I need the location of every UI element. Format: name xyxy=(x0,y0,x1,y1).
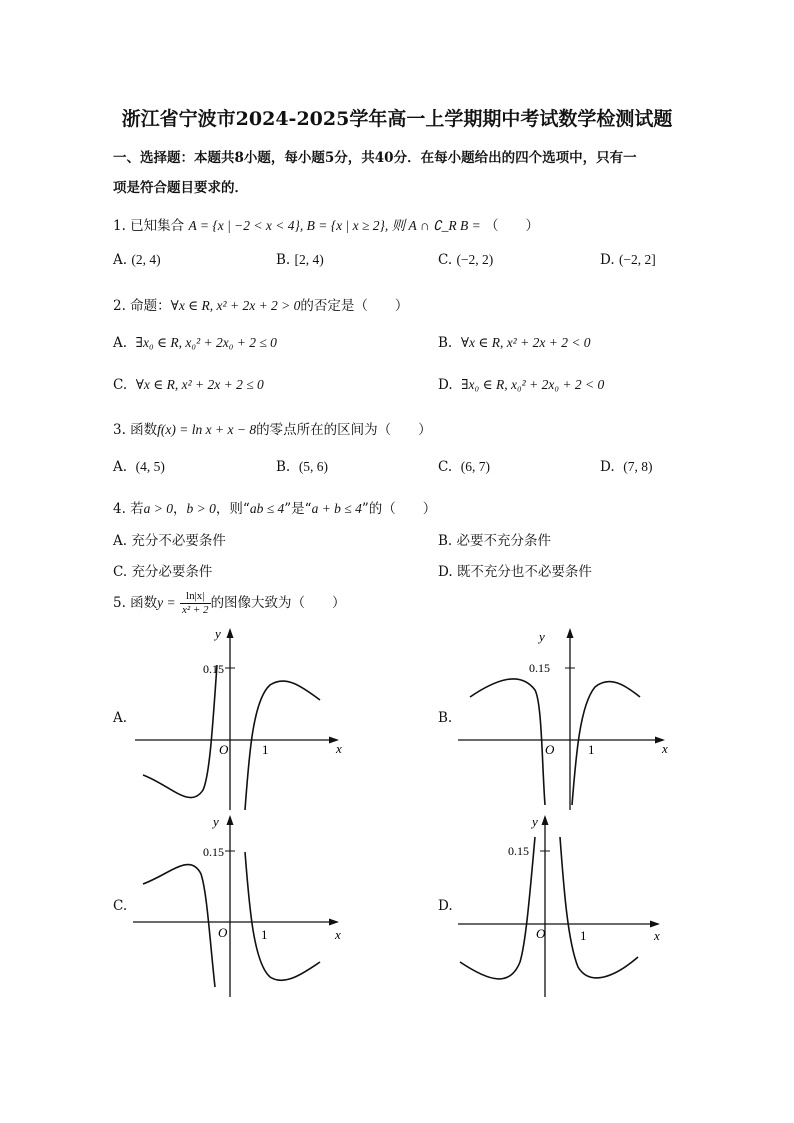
option-letter: B. xyxy=(438,533,453,549)
q1-prefix: 1. 已知集合 xyxy=(113,218,185,234)
origin-label: O xyxy=(219,742,229,757)
option-letter: D. xyxy=(600,252,615,268)
y-axis-arrow xyxy=(227,815,234,825)
curve-right xyxy=(245,681,320,810)
option-text: (−2, 2) xyxy=(456,252,494,267)
tick-label-015: 0.15 xyxy=(508,844,529,858)
q2-option-c[interactable] xyxy=(113,377,264,393)
x-axis-arrow xyxy=(650,921,660,928)
option-text: 充分必要条件 xyxy=(131,564,213,580)
q2-prefix: 2. 命题： xyxy=(113,298,171,314)
q3-math: f(x) = ln x + x − 8 xyxy=(157,422,257,437)
q5-prefix: 5. 函数 xyxy=(113,595,158,611)
q4-math-2: b > 0 xyxy=(186,501,216,516)
curve-right xyxy=(245,852,320,980)
option-text: (7, 8) xyxy=(623,459,653,474)
option-letter: A. xyxy=(113,459,128,475)
tick-label-015: 0.15 xyxy=(203,845,224,859)
q1-math: A = {x | −2 < x < 4}, B = {x | x ≥ 2}, 则 A ∩ ∁_R B = xyxy=(188,218,481,233)
one-label: 1 xyxy=(588,742,595,757)
x-label: x xyxy=(654,928,660,943)
q3-option-c[interactable] xyxy=(438,459,490,475)
q4-prefix: 4. 若 xyxy=(113,501,144,517)
q4-math-1: a > 0 xyxy=(143,501,174,516)
origin-label: O xyxy=(536,926,546,941)
one-label: 1 xyxy=(262,742,269,757)
q2-option-d[interactable] xyxy=(438,377,604,393)
q5-graph-b[interactable] xyxy=(450,625,680,815)
option-letter: B. xyxy=(438,335,453,351)
question-2-stem xyxy=(113,294,408,314)
q4-mid3: ”是“ xyxy=(284,501,312,517)
section-heading-line1: 一、选择题：本题共8小题，每小题5分，共40分．在每小题给出的四个选项中，只有一 xyxy=(113,150,637,166)
tick-label-015: 0.15 xyxy=(203,662,224,676)
option-letter: B. xyxy=(276,459,291,475)
q4-mid2: ，则“ xyxy=(215,501,250,517)
q5-numerator: ln|x| xyxy=(180,590,211,604)
q2-option-a[interactable] xyxy=(113,335,277,351)
page-title: 浙江省宁波市2024-2025学年高一上学期期中考试数学检测试题 xyxy=(121,108,673,130)
q3-prefix: 3. 函数 xyxy=(113,422,158,438)
q1-option-d[interactable] xyxy=(600,252,656,268)
q1-option-b[interactable] xyxy=(276,252,324,268)
q3-option-d[interactable] xyxy=(600,459,652,475)
x-axis-arrow xyxy=(329,919,339,926)
y-label: y xyxy=(213,814,219,829)
q1-option-c[interactable] xyxy=(438,252,493,268)
option-text: 既不充分也不必要条件 xyxy=(456,564,592,580)
option-text: 必要不充分条件 xyxy=(456,533,552,549)
option-text: [2, 4) xyxy=(294,252,324,267)
q4-option-d[interactable] xyxy=(438,560,592,580)
option-letter: C. xyxy=(438,252,453,268)
q2-math: ∀x ∈ R, x² + 2x + 2 > 0 xyxy=(170,298,301,313)
tick-label-015: 0.15 xyxy=(529,661,550,675)
curve-left xyxy=(460,837,535,979)
option-letter: D. xyxy=(600,459,615,475)
q4-option-c[interactable] xyxy=(113,560,212,580)
curve-left xyxy=(470,679,545,805)
option-text: ∀x ∈ R, x² + 2x + 2 ≤ 0 xyxy=(135,377,264,392)
q5-graph-a[interactable] xyxy=(125,625,355,815)
y-label: y xyxy=(215,626,221,641)
q5-suffix: 的图像大致为（ ） xyxy=(210,595,346,611)
y-axis-arrow xyxy=(542,815,549,825)
y-label: y xyxy=(532,814,538,829)
q5-graph-c[interactable] xyxy=(125,812,355,1002)
section-heading-line2: 项是符合题目要求的． xyxy=(113,180,248,196)
q4-option-a[interactable] xyxy=(113,529,226,549)
q4-mid: ， xyxy=(173,501,187,517)
option-letter: D. xyxy=(438,564,453,580)
x-label: x xyxy=(662,741,668,756)
q1-option-a[interactable] xyxy=(113,252,161,268)
question-5-stem xyxy=(113,590,346,617)
q5-denominator: x² + 2 xyxy=(181,604,209,616)
q2-suffix: 的否定是（ ） xyxy=(300,298,409,314)
y-axis-arrow xyxy=(567,628,574,638)
option-letter: A. xyxy=(113,533,128,549)
curve-right xyxy=(560,837,638,978)
q5-fraction xyxy=(180,590,211,617)
q3-option-a[interactable] xyxy=(113,459,165,475)
option-letter: C. xyxy=(113,377,128,393)
option-text: (6, 7) xyxy=(460,459,490,474)
q3-suffix: 的零点所在的区间为（ ） xyxy=(256,422,432,438)
option-text: ∃x₀ ∈ R, x₀² + 2x₀ + 2 ≤ 0 xyxy=(135,335,277,350)
origin-label: O xyxy=(218,925,228,940)
q5-option-b-label[interactable]: B. xyxy=(438,710,453,726)
q4-suffix: ”的（ ） xyxy=(361,501,437,517)
option-text: (2, 4) xyxy=(131,252,161,267)
q2-option-b[interactable] xyxy=(438,335,591,351)
question-3-stem xyxy=(113,418,432,438)
curve-left xyxy=(143,865,215,987)
q5-math-y: y = xyxy=(157,595,176,610)
q4-math-4: a + b ≤ 4 xyxy=(311,501,362,516)
option-letter: B. xyxy=(276,252,291,268)
q5-option-c-label[interactable]: C. xyxy=(113,898,128,914)
option-text: (4, 5) xyxy=(135,459,165,474)
option-text: 充分不必要条件 xyxy=(131,533,226,549)
x-label: x xyxy=(336,741,342,756)
curve-left xyxy=(143,665,217,798)
option-text: ∃x₀ ∈ R, x₀² + 2x₀ + 2 < 0 xyxy=(461,377,605,392)
option-letter: A. xyxy=(113,252,128,268)
one-label: 1 xyxy=(580,928,587,943)
y-label: y xyxy=(539,629,545,644)
option-letter: A. xyxy=(113,335,128,351)
origin-label: O xyxy=(545,742,555,757)
option-letter: D. xyxy=(438,377,453,393)
q5-option-d-label[interactable]: D. xyxy=(438,898,453,914)
option-text: (5, 6) xyxy=(298,459,329,474)
option-letter: C. xyxy=(438,459,453,475)
q5-option-a-label[interactable]: A. xyxy=(113,710,128,726)
y-axis-arrow xyxy=(227,628,234,638)
q4-math-3: ab ≤ 4 xyxy=(249,501,285,516)
option-text: (−2, 2] xyxy=(618,252,656,267)
curve-right xyxy=(572,682,640,805)
one-label: 1 xyxy=(261,927,268,942)
q3-option-b[interactable] xyxy=(276,459,328,475)
question-4-stem xyxy=(113,497,436,517)
option-text: ∀x ∈ R, x² + 2x + 2 < 0 xyxy=(460,335,591,350)
q5-graph-d[interactable] xyxy=(450,812,680,1002)
question-1-stem xyxy=(113,214,539,234)
q1-suffix: （ ） xyxy=(485,218,540,234)
q4-option-b[interactable] xyxy=(438,529,551,549)
x-label: x xyxy=(335,927,341,942)
option-letter: C. xyxy=(113,564,128,580)
